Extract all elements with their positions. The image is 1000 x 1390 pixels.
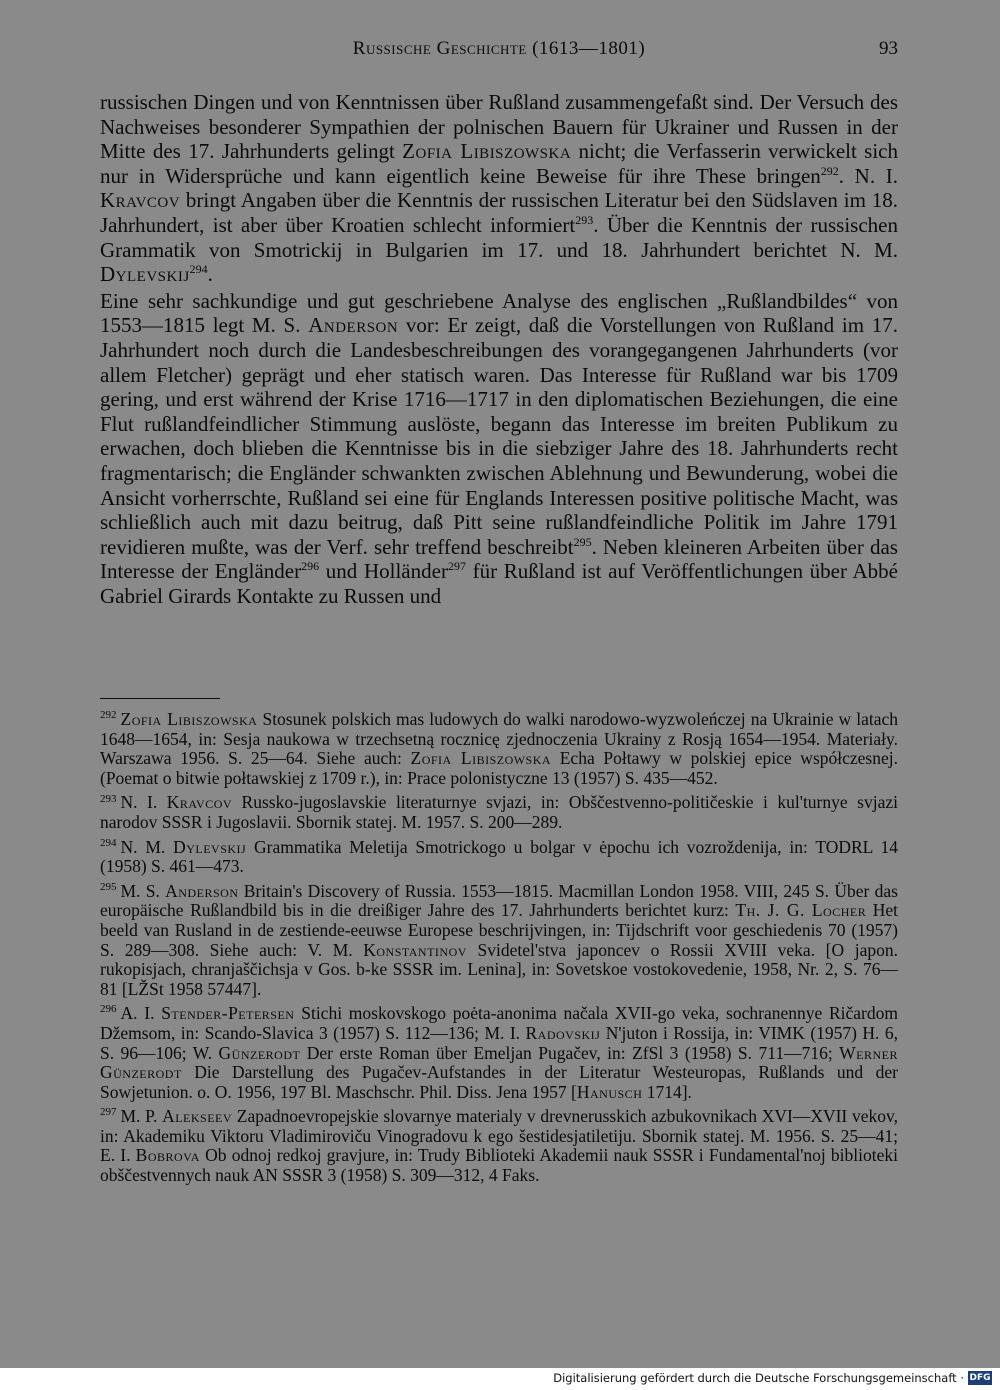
footnote-297 <box>100 1107 898 1185</box>
footnote-number: 293 <box>100 792 117 805</box>
author-name: Konstantinov <box>363 939 467 960</box>
text-run: Der erste Roman über Emeljan Pugačev, in: ZfSl 3 (1958) S. 711—716; <box>300 1042 840 1063</box>
author-name: Radovskij <box>525 1022 601 1043</box>
footnotes <box>100 710 898 1191</box>
author-name: Werner Günzerodt <box>100 1042 898 1083</box>
author-name: Th. J. G. Locher <box>735 900 867 921</box>
text-run: bringt Angaben über die Kenntnis der russischen Literatur bei den Südslaven im 18. Jahrhundert, ist aber über Kroatien schlecht informiert <box>100 188 898 237</box>
author-name: Kravcov <box>166 792 233 813</box>
footnote-ref[interactable]: 293 <box>575 212 594 227</box>
author-name: Kravcov <box>100 188 181 213</box>
author-name: Bobrova <box>135 1145 200 1166</box>
footnote-ref[interactable]: 294 <box>189 262 208 277</box>
footnote-ref[interactable]: 292 <box>820 163 839 178</box>
text-run: russischen Dingen und von Kenntnissen über Rußland zusammengefaßt sind. Der Versuch des Nachweises besonderer Sympathien der polnischen Bauern für Ukrainer und Russen in der Mitte des 17. Jahrhunderts gelingt <box>100 90 898 164</box>
footnote-292 <box>100 710 898 788</box>
footnote-293 <box>100 793 898 832</box>
footnote-number: 294 <box>100 836 117 849</box>
footer-bar <box>0 1368 1000 1390</box>
author-name: Zofia Libiszowska <box>402 139 572 164</box>
dfg-logo: DFG <box>969 1373 991 1383</box>
footnote-ref[interactable]: 296 <box>301 559 320 574</box>
author-name: Stender-Petersen <box>161 1003 295 1024</box>
text-run: Russko-jugoslavskie literaturnye svjazi, in: Obščestvenno-političeskie i kul'turnye svjazi narodov SSSR i Jugoslavii. Sbornik statej. M. 1957. S. 200—289. <box>100 792 898 832</box>
funding-notice: Digitalisierung gefördert durch die Deutsche Forschungsgemeinschaft · <box>553 1371 964 1385</box>
footnote-ref[interactable]: 297 <box>447 559 466 574</box>
text-run: M. P. <box>120 1106 163 1127</box>
footnote-number: 292 <box>100 709 117 722</box>
text-run: . Über die Kenntnis der russischen Grammatik von Smotrickij in Bulgarien im 17. und 18. Jahrhundert berichtet N. M. <box>100 212 898 262</box>
text-run: N'juton i Rossija, in: VIMK (1957) H. 6, S. 96—106; W. <box>100 1022 898 1063</box>
text-run: Svidetel'stva japoncev o Rossii XVIII veka. [O japon. rukopisjach, chranjaščichsja v Gos. b-ke SSSR im. Lenina], in: Sovetskoe vostokovedenie, 1958, Nr. 2, S. 76—81 [LŽSt 1958 57447]. <box>100 939 898 999</box>
text-run: . <box>207 262 213 287</box>
author-name: Alekseev <box>162 1106 233 1127</box>
author-name: Zofia Libiszowska <box>120 709 258 729</box>
text-run: M. S. <box>120 880 166 901</box>
footnote-separator <box>100 698 220 699</box>
text-run: für Rußland ist auf Veröffentlichungen über Abbé Gabriel Girards Kontakte zu Russen und <box>100 559 898 608</box>
text-run: Ob odnoj redkoj gravjure, in: Trudy Biblioteki Akademii nauk SSSR i Fundamental'noj biblioteki obščestvennych nauk AN SSSR 3 (1958) S. 309—312, 4 Faks. <box>100 1145 898 1186</box>
text-run: Stosunek polskich mas ludowych do walki narodowo-wyzwoleńczej na Ukrainie w latach 1648—1654, in: Sesja naukowa w trzechsetną rocznicę zjednoczenia Ukrainy z Rosją 1654—1954. Materiały. Warszawa 1956. S. 25—64. Siehe auch: <box>100 709 898 769</box>
page-number: 93 <box>879 38 898 59</box>
text-run: und Holländer <box>319 559 448 584</box>
author-name: Anderson <box>165 880 239 901</box>
page-header <box>100 38 898 68</box>
text-run: . Neben kleineren Arbeiten über das Interesse der Engländer <box>100 534 898 584</box>
text-run: vor: Er zeigt, daß die Vorstellungen von Rußland im 17. Jahrhundert noch durch die Landesbeschreibungen des vorangegangenen Jahrhunderts (vor allem Fletcher) geprägt und eher statisch waren. Das Interesse für Rußland war bis 1709 gering, und erst während der Krise 1716—1717 in den diplomatischen Beziehungen, die eine Flut rußlandfeindlicher Stimmung auslöste, begann das Interesse im breiten Publikum zu erwachen, doch blieben die Kenntnisse bis in die siebziger Jahre des 18. Jahrhunderts recht fragmentarisch; die Engländer schwankten zwischen Ablehnung und Bewunderung, wobei die Ansicht vorherrschte, Rußland sei eine für Englands Interessen positive politische Macht, was schließlich auch mit dazu beitrug, daß Pitt seine rußlandfeindliche Politik im Jahre 1791 revidieren mußte, was der Verf. sehr treffend beschreibt <box>100 313 899 559</box>
text-run: Die Darstellung des Pugačev-Aufstandes in der Literatur Westeuropas, Rußlands und der Sowjetunion. o. O. 1956, 197 Bl. Maschschr. Phil. Diss. Jena 1957 [ <box>100 1062 898 1102</box>
author-name: Dylevskij <box>100 262 190 287</box>
text-run: . N. I. <box>838 163 898 188</box>
running-title: Russische Geschichte (1613—1801) <box>352 38 646 59</box>
footnote-295 <box>100 882 898 1000</box>
footnote-ref[interactable]: 295 <box>573 534 592 549</box>
text-run: N. M. <box>120 836 174 857</box>
text-run: Echa Połtawy w polskiej epice współczesnej. (Poemat o bitwie połtawskiej z 1709 r.), in: Prace polonistyczne 13 (1957) S. 435—452. <box>100 748 898 788</box>
footnote-number: 297 <box>100 1106 117 1119</box>
paragraph-2 <box>100 289 898 609</box>
text-run: Eine sehr sachkundige und gut geschriebene Analyse des englischen „Rußlandbildes“ von 1553—1815 legt M. S. <box>100 288 898 338</box>
author-name: Dylevskij <box>173 836 247 857</box>
footnote-294 <box>100 838 898 877</box>
author-name: Günzerodt <box>218 1042 301 1063</box>
footnote-number: 295 <box>100 880 117 893</box>
main-text <box>100 90 898 610</box>
text-run: A. I. <box>120 1003 162 1024</box>
text-run: Zapadnoevropejskie slovarnye materialy v drevnerusskich azbukovnikach XVI—XVII vekov, in: Akademiku Viktoru Vladimiroviču Vinogradovu k ego šestidesjatiletiju. Sbornik statej. M. 1956. S. 25—41; E. I. <box>100 1106 898 1166</box>
text-run: Grammatika Meletija Smotrickogo u bolgar v ėpochu ich vozroždenija, in: TODRL 14 (1958) S. 461—473. <box>100 836 899 877</box>
footnote-number: 296 <box>100 1003 117 1016</box>
author-name: Zofia Libiszowska <box>410 748 552 769</box>
author-name: Anderson <box>308 313 399 338</box>
text-run: nicht; die Verfasserin verwickelt sich nur in Widersprüche und kann eigentlich keine Beweise für ihre These bringen <box>100 139 898 188</box>
text-run: 1714]. <box>642 1081 692 1102</box>
footnote-296 <box>100 1004 898 1102</box>
text-run: Britain's Discovery of Russia. 1553—1815. Macmillan London 1958. VIII, 245 S. Über das europäische Rußlandbild bis in die dreißiger Jahre des 17. Jahrhunderts berichtet kurz: <box>100 880 898 921</box>
text-run: N. I. <box>120 792 167 813</box>
paragraph-1 <box>100 90 898 287</box>
text-run: Stichi moskovskogo poėta-anonima načala XVII-go veka, sochranennye Ričardom Džemsom, in: Scando-Slavica 3 (1957) S. 112—136; M. I. <box>100 1003 898 1043</box>
author-name: Hanusch <box>576 1081 643 1102</box>
text-run: Het beeld van Rusland in de zestiende-eeuwse Europese beschrijvingen, in: Tijdschrift voor geschiedenis 70 (1957) S. 289—308. Siehe auch: V. M. <box>100 900 898 960</box>
